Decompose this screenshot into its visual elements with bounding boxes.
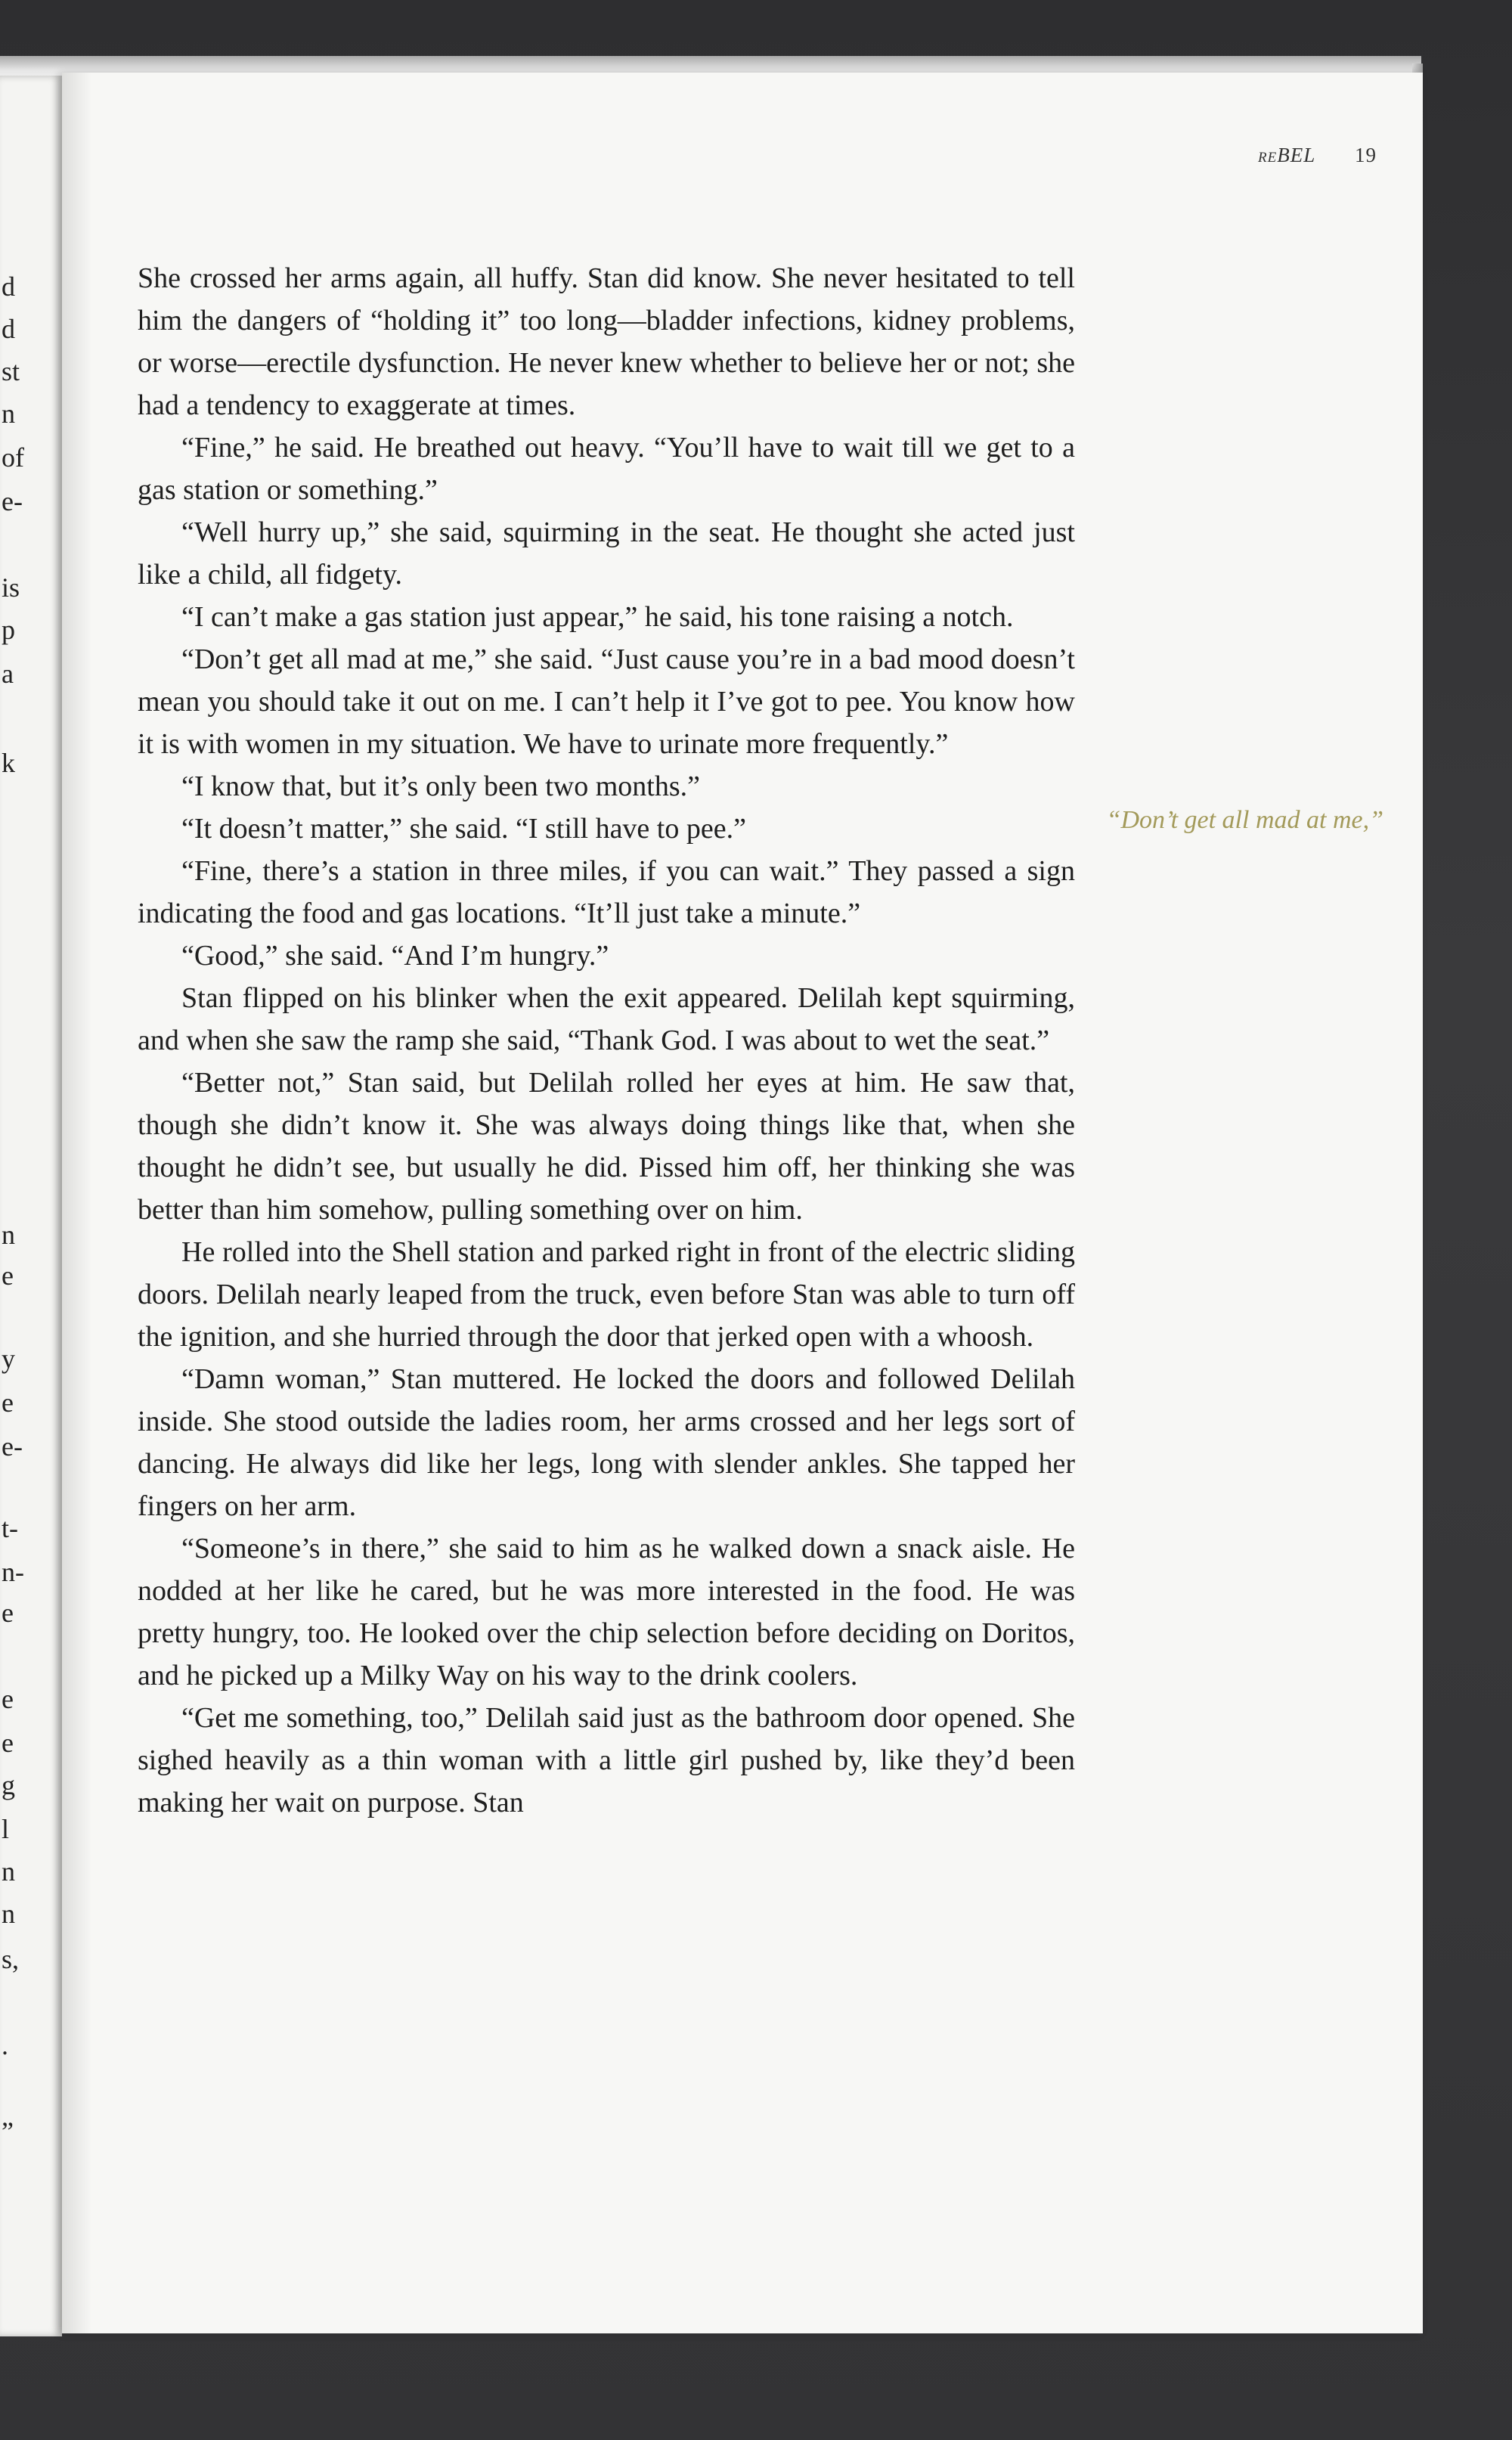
paragraph: “Fine, there’s a station in three miles, if you can wait.” They passed a sign indicating the food and gas locations. “It’ll just take a minute.” — [138, 855, 1075, 929]
previous-page-text-fragment: e — [2, 1684, 14, 1714]
paragraph: He rolled into the Shell station and parked right in front of the electric sliding doors. Delilah nearly leaped from the truck, even before Stan was able to turn off the ignition, and she hurried through the door that jerked open with a whoosh. — [138, 1236, 1075, 1353]
previous-page-text-fragment: n — [2, 1856, 15, 1887]
previous-page-text-fragment: e — [2, 1598, 14, 1628]
pull-quote: “Don’t get all mad at me,” — [1106, 806, 1383, 834]
paragraph: “Fine,” he said. He breathed out heavy. “You’ll have to wait till we get to a gas station or something.” — [138, 432, 1075, 506]
paragraph: “Get me something, too,” Delilah said just as the bathroom door opened. She sighed heavily as a thin woman with a little girl pushed by, like they’d been making her wait on purpose. Stan — [138, 1702, 1075, 1818]
previous-page-text-fragment: g — [2, 1770, 15, 1800]
paragraph: “Someone’s in there,” she said to him as he walked down a snack aisle. He nodded at her like he cared, but he was more interested in the food. He was pretty hungry, too. He looked over the chip selection before deciding on Doritos, and he picked up a Milky Way on his way to the drink coolers. — [138, 1533, 1075, 1691]
previous-page-text-fragment: n — [2, 1220, 15, 1250]
body-text — [138, 257, 1075, 1824]
running-head — [1258, 144, 1377, 167]
paragraph: “I can’t make a gas station just appear,” he said, his tone raising a notch. — [181, 601, 1014, 633]
paragraph: She crossed her arms again, all huffy. Stan did know. She never hesitated to tell him the dangers of “holding it” too long—bladder infections, kidney problems, or worse—erectile dysfunction. He never knew whether to believe her or not; she had a tendency to exaggerate at times. — [138, 262, 1075, 421]
previous-page-text-fragment: a — [2, 659, 14, 689]
paragraph: “Don’t get all mad at me,” she said. “Just cause you’re in a bad mood doesn’t mean you should take it out on me. I can’t help it I’ve got to pee. You know how it is with women in my situation. We have to urinate more frequently.” — [138, 643, 1075, 760]
previous-page-text-fragment: t- — [2, 1513, 18, 1543]
previous-page-text-fragment: y — [2, 1344, 15, 1374]
book-title: reBEL — [1258, 144, 1316, 166]
previous-page-text-fragment: s, — [2, 1944, 20, 1974]
previous-page-text-fragment: n — [2, 1899, 15, 1929]
previous-page-text-fragment: e — [2, 1387, 14, 1418]
paragraph: “It doesn’t matter,” she said. “I still have to pee.” — [181, 813, 746, 845]
previous-page-text-fragment: ” — [2, 2116, 14, 2147]
previous-page-text-fragment: of — [2, 442, 24, 473]
previous-page-text-fragment: p — [2, 615, 15, 645]
paragraph: Stan flipped on his blinker when the exit appeared. Delilah kept squirming, and when she saw the ramp she said, “Thank God. I was about to wet the seat.” — [138, 982, 1075, 1056]
previous-page-text-fragment: e- — [2, 1431, 23, 1462]
paragraph: “I know that, but it’s only been two months.” — [181, 770, 701, 802]
previous-page-text-fragment: e- — [2, 486, 23, 516]
page-number: 19 — [1354, 144, 1377, 166]
paragraph: “Better not,” Stan said, but Delilah rolled her eyes at him. He saw that, though she didn’t know it. She was always doing things like that, when she thought he didn’t see, but usually he did. Pissed him off, her thinking she was better than him somehow, pulling something over on him. — [138, 1067, 1075, 1226]
previous-page-text-fragment: d — [2, 271, 15, 302]
previous-page-text-fragment: e — [2, 1728, 14, 1758]
previous-page-text-fragment: n- — [2, 1557, 24, 1587]
previous-page-text-fragment: e — [2, 1260, 14, 1291]
paragraph: “Damn woman,” Stan muttered. He locked the doors and followed Delilah inside. She stood outside the ladies room, her arms crossed and her legs sort of dancing. He always did like her legs, long with slender ankles. She tapped her fingers on her arm. — [138, 1363, 1075, 1522]
paragraph: “Well hurry up,” she said, squirming in the seat. He thought she acted just like a child, all fidgety. — [138, 516, 1075, 591]
previous-page-text-fragment: l — [2, 1814, 10, 1844]
previous-page-text-fragment: n — [2, 398, 15, 429]
previous-page-edge — [0, 76, 62, 2336]
previous-page-text-fragment: st — [2, 356, 20, 386]
previous-page-text-fragment: . — [2, 2030, 8, 2060]
book-page — [62, 73, 1423, 2333]
gutter-shadow — [62, 73, 92, 2333]
previous-page-text-fragment: is — [2, 572, 20, 603]
paragraph: “Good,” she said. “And I’m hungry.” — [181, 940, 609, 972]
previous-page-text-fragment: k — [2, 748, 15, 778]
previous-page-text-fragment: d — [2, 314, 15, 344]
